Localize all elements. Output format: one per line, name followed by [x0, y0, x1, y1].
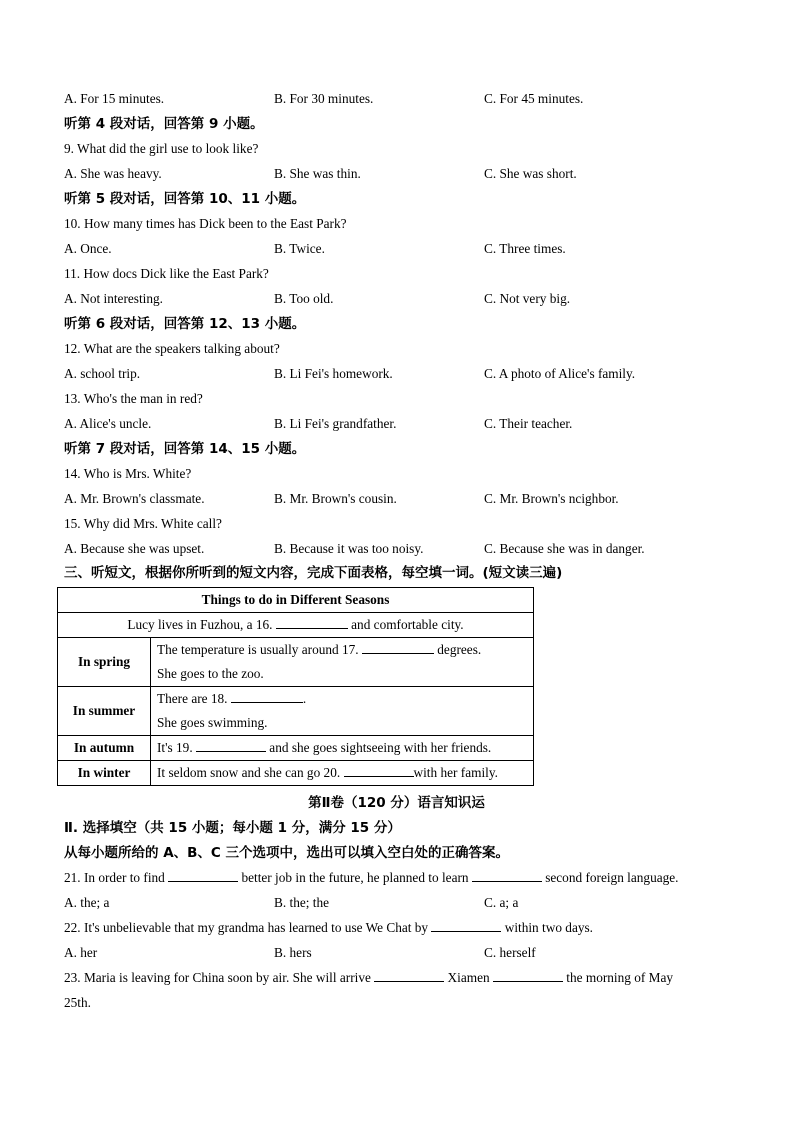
- option-c: C. a; a: [484, 895, 519, 910]
- option-c: C. For 45 minutes.: [484, 91, 584, 106]
- option-b: B. She was thin.: [274, 166, 361, 181]
- option-a: A. Alice's uncle.: [64, 416, 152, 431]
- option-b: B. For 30 minutes.: [274, 91, 374, 106]
- section-heading-5: 听第 5 段对话，回答第 10、11 小题。: [64, 191, 306, 207]
- option-c: C. She was short.: [484, 166, 577, 181]
- table-title: Things to do in Different Seasons: [58, 588, 534, 613]
- winter-text-end: with her family.: [413, 765, 498, 780]
- question-23: [64, 968, 673, 988]
- option-c: C. Their teacher.: [484, 416, 573, 431]
- option-b: B. Li Fei's homework.: [274, 366, 393, 381]
- section-heading-7: 听第 7 段对话，回答第 14、15 小题。: [64, 441, 306, 457]
- section-heading-6: 听第 6 段对话，回答第 12、13 小题。: [64, 316, 306, 332]
- question-10: 10. How many times has Dick been to the East Park?: [64, 216, 347, 231]
- table-row: [58, 588, 534, 613]
- q23-text-end: the morning of May: [566, 970, 674, 985]
- summer-line-1: [157, 687, 527, 711]
- option-a: A. Not interesting.: [64, 291, 163, 306]
- q23-continuation: 25th.: [64, 995, 91, 1010]
- question-9: 9. What did the girl use to look like?: [64, 141, 259, 156]
- intro-text-end: and comfortable city.: [351, 617, 464, 632]
- answer-blank-22[interactable]: [431, 918, 501, 932]
- spring-line-2: She goes to the zoo.: [157, 666, 264, 681]
- option-a: A. the; a: [64, 895, 110, 910]
- question-21: [64, 868, 679, 888]
- q23-text: 23. Maria is leaving for China soon by air. She will arrive: [64, 970, 371, 985]
- row-label-autumn: In autumn: [58, 736, 151, 761]
- option-b: B. Because it was too noisy.: [274, 541, 424, 556]
- q22-text-end: within two days.: [504, 920, 593, 935]
- q21-text-mid: better job in the future, he planned to learn: [241, 870, 469, 885]
- question-22: [64, 918, 593, 938]
- q22-text: 22. It's unbelievable that my grandma has learned to use We Chat by: [64, 920, 429, 935]
- option-c: C. Not very big.: [484, 291, 571, 306]
- instructions: 从每小题所给的 A、B、C 三个选项中，选出可以填入空白处的正确答案。: [64, 845, 510, 861]
- intro-text: Lucy lives in Fuzhou, a 16.: [127, 617, 273, 632]
- spring-text: The temperature is usually around 17.: [157, 642, 359, 657]
- summer-cell: [151, 687, 534, 736]
- part-3-heading: 三、听短文，根据你所听到的短文内容，完成下面表格，每空填一词。(短文读三遍): [64, 565, 563, 581]
- option-a: A. Mr. Brown's classmate.: [64, 491, 205, 506]
- question-14: 14. Who is Mrs. White?: [64, 466, 192, 481]
- answer-blank-20[interactable]: [344, 763, 414, 777]
- answer-blank-23b[interactable]: [493, 968, 563, 982]
- table-row: [58, 638, 534, 687]
- seasons-table: [57, 587, 534, 786]
- option-c: C. A photo of Alice's family.: [484, 366, 636, 381]
- table-row: [58, 736, 534, 761]
- option-b: B. Twice.: [274, 241, 325, 256]
- row-label-spring: In spring: [58, 638, 151, 687]
- row-label-summer: In summer: [58, 687, 151, 736]
- answer-blank-18[interactable]: [231, 689, 303, 703]
- autumn-text: It's 19.: [157, 740, 193, 755]
- answer-blank-23a[interactable]: [374, 968, 444, 982]
- option-a: A. For 15 minutes.: [64, 91, 165, 106]
- answer-blank-21a[interactable]: [168, 868, 238, 882]
- answer-blank-21b[interactable]: [472, 868, 542, 882]
- table-row: [58, 761, 534, 786]
- table-intro: [58, 613, 534, 638]
- spring-cell: [151, 638, 534, 687]
- option-c: C. Mr. Brown's ncighbor.: [484, 491, 619, 506]
- table-row: [58, 687, 534, 736]
- option-c: C. Three times.: [484, 241, 566, 256]
- summer-text: There are 18.: [157, 691, 228, 706]
- option-b: B. Too old.: [274, 291, 334, 306]
- option-b: B. the; the: [274, 895, 330, 910]
- table-row: [58, 613, 534, 638]
- spring-line-1: [157, 638, 527, 662]
- option-a: A. Once.: [64, 241, 112, 256]
- q21-text: 21. In order to find: [64, 870, 165, 885]
- volume-2-heading: 第Ⅱ卷（120 分）语言知识运: [308, 795, 485, 811]
- summer-text-end: .: [302, 691, 307, 706]
- question-12: 12. What are the speakers talking about?: [64, 341, 280, 356]
- autumn-text-end: and she goes sightseeing with her friends.: [269, 740, 492, 755]
- option-c: C. Because she was in danger.: [484, 541, 645, 556]
- question-13: 13. Who's the man in red?: [64, 391, 203, 406]
- question-15: 15. Why did Mrs. White call?: [64, 516, 222, 531]
- winter-text: It seldom snow and she can go 20.: [157, 765, 341, 780]
- autumn-cell: [151, 736, 534, 761]
- question-11: 11. How docs Dick like the East Park?: [64, 266, 269, 281]
- summer-line-2: She goes swimming.: [157, 715, 268, 730]
- q21-text-end: second foreign language.: [545, 870, 679, 885]
- option-b: B. Mr. Brown's cousin.: [274, 491, 397, 506]
- option-b: B. Li Fei's grandfather.: [274, 416, 397, 431]
- option-c: C. herself: [484, 945, 536, 960]
- row-label-winter: In winter: [58, 761, 151, 786]
- option-b: B. hers: [274, 945, 312, 960]
- option-a: A. She was heavy.: [64, 166, 162, 181]
- option-a: A. her: [64, 945, 98, 960]
- option-a: A. school trip.: [64, 366, 141, 381]
- part-ii-heading: Ⅱ. 选择填空（共 15 小题；每小题 1 分，满分 15 分）: [64, 820, 401, 836]
- spring-text-end: degrees.: [437, 642, 482, 657]
- answer-blank-16[interactable]: [276, 615, 348, 629]
- winter-cell: [151, 761, 534, 786]
- section-heading-4: 听第 4 段对话，回答第 9 小题。: [64, 116, 264, 132]
- answer-blank-17[interactable]: [362, 640, 434, 654]
- option-a: A. Because she was upset.: [64, 541, 205, 556]
- q23-text-mid: Xiamen: [447, 970, 490, 985]
- answer-blank-19[interactable]: [196, 738, 266, 752]
